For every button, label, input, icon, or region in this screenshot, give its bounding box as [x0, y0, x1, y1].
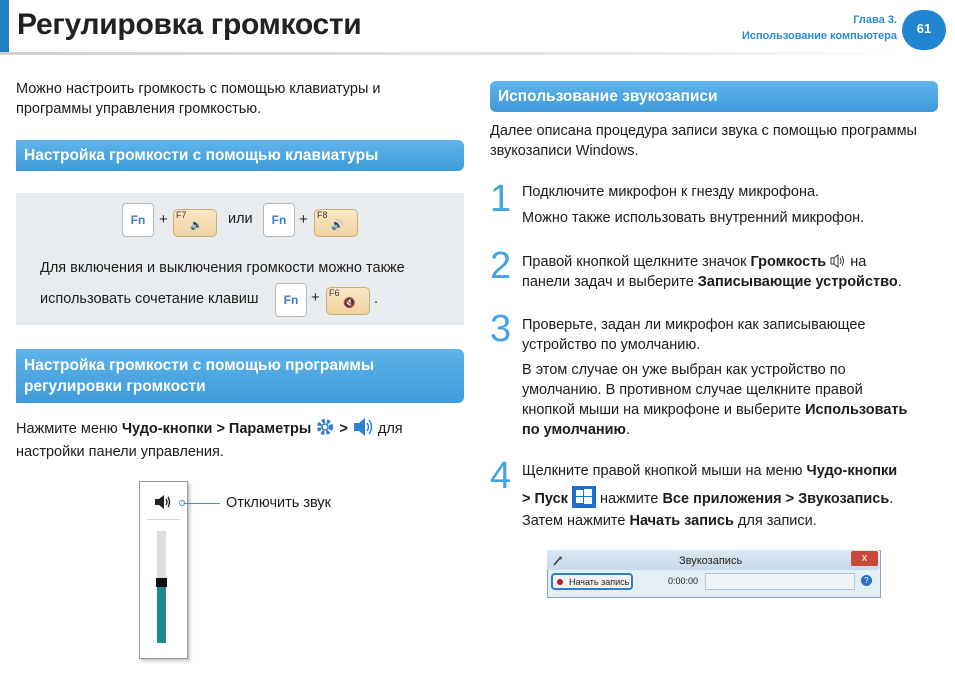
charms-suffix: для	[377, 421, 403, 437]
step1-line2: Можно также использовать внутренний микрофон.	[522, 210, 865, 226]
step3-line1: Проверьте, задан ли микрофон как записывающее	[522, 317, 866, 333]
program-heading-line1: Настройка громкости с помощью программы	[24, 357, 375, 374]
f7-key-label: F7	[176, 210, 187, 220]
recording-time: 0:00:00	[668, 576, 699, 586]
f7-key	[173, 209, 217, 237]
step2-mid: на	[846, 254, 867, 270]
volume-up-icon: 🔊	[331, 220, 344, 231]
or-label: или	[228, 211, 253, 227]
recorder-close-button[interactable]: x	[851, 551, 878, 566]
step4-charms: Чудо-кнопки	[806, 463, 898, 479]
slider-divider	[147, 519, 180, 520]
page-title: Регулировка громкости	[17, 8, 362, 41]
fn-key: Fn	[275, 283, 307, 317]
mute-line2: использовать сочетание клавиш	[40, 291, 259, 307]
volume-slider-thumb[interactable]	[156, 578, 167, 587]
left-intro-line2: программы управления громкостью.	[16, 101, 262, 117]
windows-logo-icon	[572, 486, 596, 508]
mute-line1: Для включения и выключения громкости можно также	[40, 260, 405, 276]
volume-down-icon: 🔉	[190, 220, 203, 231]
step-number: 2	[490, 245, 512, 287]
step4-line1-pre: Щелкните правой кнопкой мыши на меню	[522, 463, 807, 479]
mute-callout-label: Отключить звук	[226, 495, 331, 511]
right-intro	[490, 121, 945, 161]
step2-end: .	[897, 274, 902, 290]
page-number: 61	[902, 10, 946, 50]
step4-line3	[522, 511, 817, 531]
charms-instruction	[16, 417, 466, 439]
fn-key: Fn	[263, 203, 295, 237]
step3-line4: умолчанию. В противном случае щелкните правой	[522, 382, 863, 398]
record-dot-icon	[557, 579, 563, 585]
step2-volume: Громкость	[750, 254, 827, 270]
step2-line1	[522, 252, 866, 272]
speaker-icon	[352, 417, 374, 437]
volume-icon	[830, 253, 846, 269]
callout-dot	[179, 500, 185, 506]
keyboard-section-heading: Настройка громкости с помощью клавиатуры	[16, 140, 464, 171]
plus-sign: +	[159, 211, 168, 228]
recorder-title: Звукозапись	[679, 555, 743, 567]
header-rule	[0, 52, 905, 55]
step2-line2-pre: панели задач и выберите	[522, 274, 698, 290]
plus-sign: +	[311, 289, 320, 306]
f8-key-label: F8	[317, 210, 328, 220]
callout-line	[183, 503, 220, 504]
recorder-section-heading: Использование звукозаписи	[490, 81, 938, 112]
step4-start: > Пуск	[522, 491, 568, 507]
mute-icon: 🔇	[343, 298, 356, 309]
step2-recording-devices: Записывающие устройство	[697, 274, 898, 290]
step1-line1: Подключите микрофон к гнезду микрофона.	[522, 184, 820, 200]
left-intro-line1: Можно настроить громкость с помощью клавиатуры и	[16, 81, 381, 97]
step2-pre: Правой кнопкой щелкните значок	[522, 254, 751, 270]
chapter-number: Глава 3.	[853, 14, 897, 26]
f6-key-label: F6	[329, 288, 340, 298]
settings-icon	[315, 417, 335, 437]
step-number: 4	[490, 455, 512, 497]
chapter-label	[742, 12, 897, 44]
right-intro-line1: Далее описана процедура записи звука с помощью программы	[490, 123, 917, 139]
program-section-heading	[16, 349, 464, 403]
left-intro	[16, 79, 466, 119]
step2-line2	[522, 272, 902, 292]
step4-line1	[522, 461, 897, 481]
step4-start-recording: Начать запись	[629, 513, 734, 529]
chapter-title: Использование компьютера	[741, 30, 897, 42]
step-number: 1	[490, 178, 512, 220]
step3-use-default: Использовать	[805, 402, 908, 418]
step3-line3: В этом случае он уже выбран как устройство по	[522, 362, 846, 378]
start-recording-button[interactable]: Начать запись	[551, 573, 633, 590]
step4-line3-pre: Затем нажмите	[522, 513, 630, 529]
step3-end: .	[625, 422, 630, 438]
step4-mid: нажмите	[600, 491, 663, 507]
speaker-mute-icon[interactable]	[154, 493, 174, 511]
right-intro-line2: звукозаписи Windows.	[490, 143, 639, 159]
step-number: 3	[490, 308, 512, 350]
title-accent-bar	[0, 0, 9, 52]
help-icon[interactable]: ?	[861, 575, 872, 586]
step3-by-default: по умолчанию	[522, 422, 626, 438]
charms-gt: >	[339, 421, 348, 437]
step3-line2: устройство по умолчанию.	[522, 337, 701, 353]
step4-line2	[522, 486, 893, 509]
program-heading-line2: регулировки громкости	[24, 378, 206, 395]
step4-line2-end: .	[889, 491, 894, 507]
microphone-icon	[553, 553, 563, 563]
f6-key	[326, 287, 370, 315]
charms-path: Чудо-кнопки > Параметры	[121, 421, 312, 437]
step3-line5-pre: кнопкой мыши на микрофоне и выберите	[522, 402, 806, 418]
step3-line6	[522, 420, 630, 440]
step3-line5	[522, 400, 907, 420]
charms-prefix: Нажмите меню	[16, 421, 122, 437]
step4-all-apps: Все приложения > Звукозапись	[662, 491, 890, 507]
step4-line3-end: для записи.	[733, 513, 817, 529]
volume-slider-fill	[157, 586, 166, 643]
recording-level-bar	[705, 573, 855, 590]
period: .	[374, 291, 379, 307]
charms-line2: настройки панели управления.	[16, 444, 224, 460]
fn-key: Fn	[122, 203, 154, 237]
f8-key	[314, 209, 358, 237]
plus-sign: +	[299, 211, 308, 228]
